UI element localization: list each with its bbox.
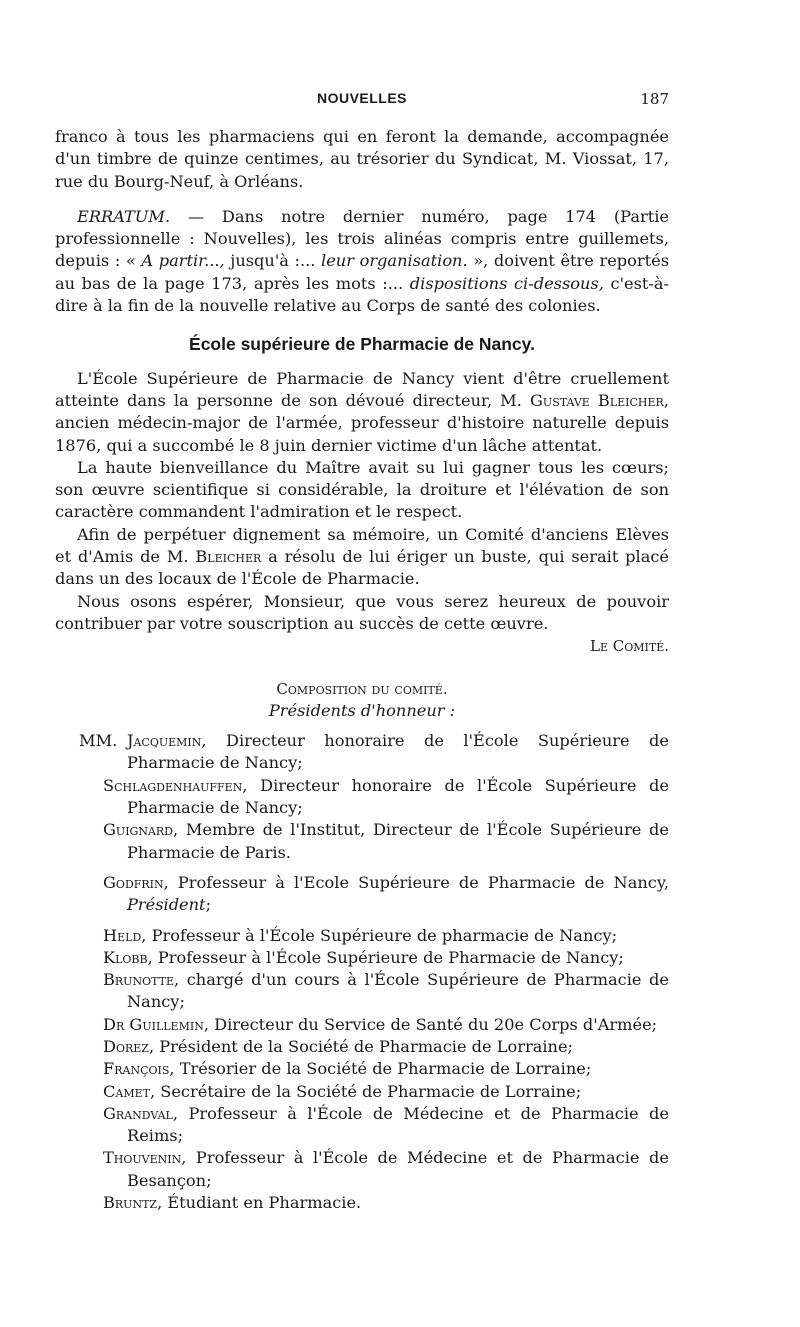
nancy-p1-text-b: , ancien médecin-major de l'armée, professeur d'histoire naturelle depuis 1876, qui a succombé le 8 juin dernier victime d'un lâche attentat. bbox=[55, 390, 669, 455]
member-role: , Secrétaire de la Société de Pharmacie de Lorraine; bbox=[149, 1081, 582, 1101]
member-end: ; bbox=[205, 895, 212, 915]
signature: Le Comité. bbox=[590, 637, 669, 656]
committee-member bbox=[55, 1081, 669, 1103]
nancy-p3-text-b: a résolu de lui ériger un buste, qui serait placé dans un des locaux de l'École de Pharmacie. bbox=[55, 547, 669, 589]
member-name: Jacquemin bbox=[127, 731, 202, 751]
erratum-text-a: — Dans notre dernier numéro, page 174 (Partie professionnelle : Nouvelles), les trois alinéas compris entre guillemets, depuis : « bbox=[55, 206, 669, 271]
committee-member bbox=[55, 969, 669, 1014]
member-name: Godfrin bbox=[103, 872, 164, 892]
composition-subtitle: Présidents d'honneur : bbox=[268, 700, 456, 720]
member-name: Thouvenin bbox=[103, 1148, 182, 1168]
erratum-quote-2: leur organisation. bbox=[321, 251, 468, 271]
member-role: , Directeur honoraire de l'École Supérieure de Pharmacie de Nancy; bbox=[127, 775, 669, 818]
committee-member bbox=[55, 775, 669, 820]
erratum-text-c: », doivent être reportés au bas de la page 173, après les mots :... bbox=[55, 251, 670, 293]
page-body bbox=[55, 126, 669, 1214]
member-role: , Membre de l'Institut, Directeur de l'École Supérieure de Pharmacie de Paris. bbox=[127, 820, 669, 862]
member-name: Klobb bbox=[103, 947, 148, 967]
composition-title: Composition du comité. bbox=[276, 679, 448, 698]
member-role: , Professeur à l'École de Médecine et de Pharmacie de Reims; bbox=[127, 1103, 669, 1146]
erratum-quote-3: dispositions ci-dessous, bbox=[409, 273, 604, 293]
member-role: , Professeur à l'École Supérieure de pharmacie de Nancy; bbox=[141, 925, 618, 945]
member-name: Held bbox=[103, 925, 142, 945]
committee-member bbox=[55, 730, 669, 775]
member-role: , Professeur à l'École Supérieure de Pharmacie de Nancy; bbox=[147, 947, 624, 967]
erratum-label: ERRATUM. bbox=[77, 206, 171, 226]
committee-member bbox=[55, 1147, 669, 1192]
members-list bbox=[55, 925, 669, 1215]
member-role: , Directeur du Service de Santé du 20e Corps d'Armée; bbox=[203, 1014, 658, 1034]
president-role: Président bbox=[127, 895, 206, 915]
mm-label: MM. bbox=[79, 731, 118, 751]
committee-member bbox=[55, 1192, 669, 1214]
member-name: Bruntz bbox=[103, 1193, 158, 1213]
committee-member bbox=[55, 819, 669, 864]
section-heading: École supérieure de Pharmacie de Nancy. bbox=[189, 334, 535, 355]
member-name: Camet bbox=[103, 1081, 150, 1101]
erratum-text-b: jusqu'à :... bbox=[224, 251, 322, 271]
nancy-paragraph-1 bbox=[55, 368, 669, 457]
member-name: Guignard bbox=[103, 820, 174, 840]
member-role: , Professeur à l'École de Médecine et de Pharmacie de Besançon; bbox=[127, 1148, 669, 1190]
member-name: Dr Guillemin bbox=[103, 1014, 204, 1034]
committee-president bbox=[55, 872, 669, 917]
nancy-paragraph-3 bbox=[55, 524, 669, 591]
nancy-paragraph-4: Nous osons espérer, Monsieur, que vous serez heureux de pouvoir contribuer par votre souscription au succès de cette œuvre. bbox=[55, 591, 669, 633]
committee-member bbox=[55, 1103, 669, 1148]
person-name: Bleicher bbox=[195, 547, 262, 567]
member-name: Schlagdenhauffen bbox=[103, 775, 243, 795]
committee-member bbox=[55, 1014, 669, 1036]
committee-member bbox=[55, 925, 669, 947]
running-header bbox=[55, 90, 669, 114]
member-name: Brunotte bbox=[103, 970, 174, 990]
committee-member bbox=[55, 1036, 669, 1058]
nancy-p1-text-a: L'École Supérieure de Pharmacie de Nancy vient d'être cruellement atteinte dans la personne de son dévoué directeur, M. bbox=[55, 368, 669, 410]
member-role: , chargé d'un cours à l'École Supérieure de Pharmacie de Nancy; bbox=[127, 970, 669, 1012]
member-role: , Directeur honoraire de l'École Supérieure de Pharmacie de Nancy; bbox=[127, 731, 669, 773]
page-number: 187 bbox=[640, 90, 669, 108]
nancy-paragraph-2: La haute bienveillance du Maître avait su lui gagner tous les cœurs; son œuvre scientifique si considérable, la droiture et l'élévation de son caractère commandent l'admiration et le respect. bbox=[55, 457, 669, 522]
member-role: , Professeur à l'Ecole Supérieure de Pharmacie de Nancy, bbox=[163, 872, 669, 892]
running-title: NOUVELLES bbox=[316, 90, 408, 106]
member-role: , Étudiant en Pharmacie. bbox=[157, 1193, 362, 1213]
erratum-paragraph bbox=[55, 206, 669, 317]
member-name: François bbox=[103, 1059, 170, 1079]
person-name: Gustave Bleicher bbox=[530, 390, 664, 410]
member-role: , Trésorier de la Société de Pharmacie de Lorraine; bbox=[169, 1059, 592, 1079]
nancy-p3-text-a: Afin de perpétuer dignement sa mémoire, un Comité d'anciens Elèves et d'Amis de M. bbox=[55, 524, 669, 567]
paragraph-continuation: franco à tous les pharmaciens qui en feront la demande, accompagnée d'un timbre de quinze centimes, au trésorier du Syndicat, M. Viossat, 17, rue du Bourg-Neuf, à Orléans. bbox=[55, 127, 669, 191]
member-name: Grandval bbox=[103, 1103, 173, 1123]
member-role: , Président de la Société de Pharmacie de Lorraine; bbox=[148, 1036, 574, 1056]
erratum-quote-1: A partir..., bbox=[141, 251, 225, 271]
committee-member bbox=[55, 1058, 669, 1080]
member-name: Dorez bbox=[103, 1036, 149, 1056]
erratum-text-d: c'est-à-dire à la fin de la nouvelle relative au Corps de santé des colonies. bbox=[55, 273, 669, 316]
committee-member bbox=[55, 947, 669, 969]
